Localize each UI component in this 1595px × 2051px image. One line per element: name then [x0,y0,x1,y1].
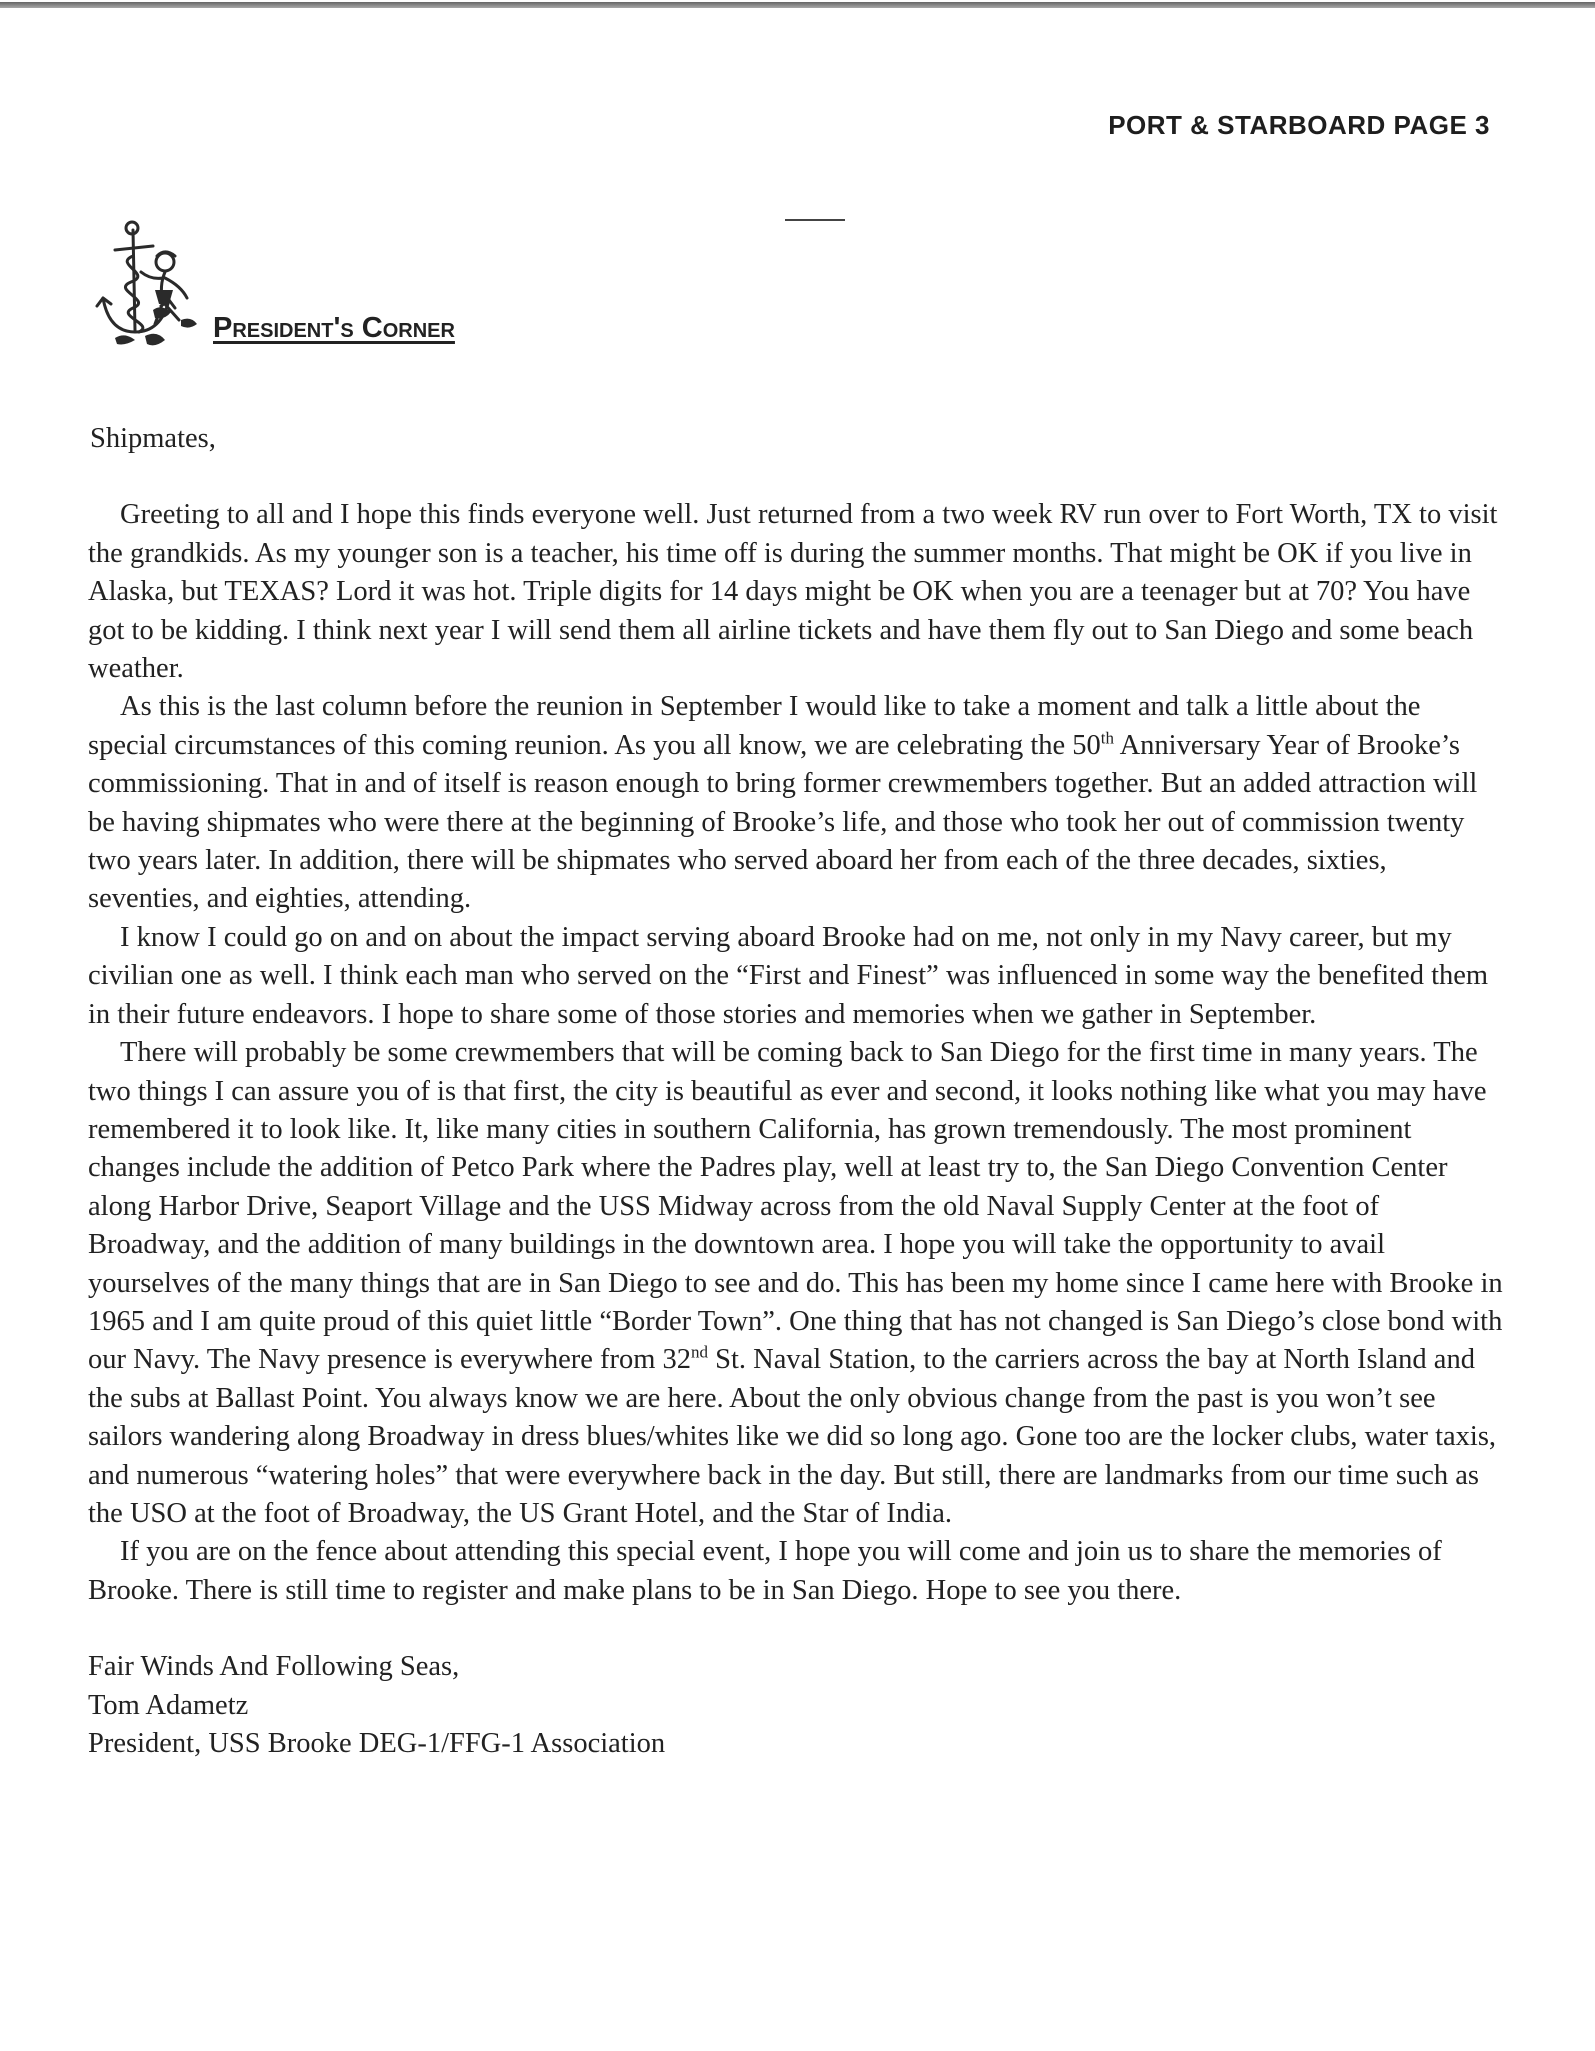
letter-body [88,420,1503,1763]
section-title: President's Corner [213,312,455,344]
valediction: Fair Winds And Following Seas, [88,1651,460,1683]
ordinal-suffix: th [1100,728,1115,748]
paragraph-text: St. Naval Station, to the carriers across the bay at North Island and the subs at Ballast Point. You always know we are here. About the only obvious change from the past is you won’t see sailors wandering along Broadway in dress blues/whites like we did so long ago. Gone too are the locker clubs, water taxis, and numerous “watering holes” that were everywhere back in the day. But still, there are landmarks from our time such as the USO at the foot of Broadway, the US Grant Hotel, and the Star of India. [88,1344,1497,1529]
paragraph-text: Anniversary Year of Brooke’s commissioning. That in and of itself is reason enough to bring former crewmembers together. But an added attraction will be having shipmates who were there at the beginning of Brooke’s life, and those who took her out of commission twenty two years later. In addition, there will be shipmates who served aboard her from each of the three decades, sixties, seventies, and eighties, attending. [88,729,1478,915]
paragraph-text: As this is the last column before the reunion in September I would like to take a moment and talk a little about the special circumstances of this coming reunion. As you all know, we are celebrating the 50 [88,691,1421,761]
paragraph: I know I could go on and on about the impact serving aboard Brooke had on me, not only in my Navy career, but my civilian one as well. I think each man who served on the “First and Finest” was influenced in some way the benefited them in their future endeavors. I hope to share some of those stories and memories when we gather in September. [88,921,1489,1030]
signature-name: Tom Adametz [88,1689,249,1721]
salutation: Shipmates, [90,423,216,454]
paragraph: If you are on the fence about attending this special event, I hope you will come and join us to share the memories of Brooke. There is still time to register and make plans to be in San Diego. Hope to see you there. [88,1536,1442,1606]
signature-title: President, USS Brooke DEG-1/FFG-1 Association [88,1728,666,1759]
paragraph [88,688,1503,918]
paragraph-text: There will probably be some crewmembers that will be coming back to San Diego for the first time in many years. The two things I can assure you of is that first, the city is beautiful as ever and second, it looks nothing like what you may have remembered it to look like. It, like many cities in southern California, has grown tremendously. The most prominent changes include the addition of Petco Park where the Padres play, well at least try to, the San Diego Convention Center along Harbor Drive, Seaport Village and the USS Midway across from the old Naval Supply Center at the foot of Broadway, and the addition of many buildings in the downtown area. I hope you will take the opportunity to avail yourselves of the many things that are in San Diego to see and do. This has been my home since I came here with Brooke in 1965 and I am quite proud of this quiet little “Border Town”. One thing that has not changed is San Diego’s close bond with our Navy. The Navy presence is everywhere from 32 [88,1037,1503,1376]
paragraph [88,1034,1503,1533]
paragraph: Greeting to all and I hope this finds everyone well. Just returned from a two week RV run over to Fort Worth, TX to visit the grandkids. As my younger son is a teacher, his time off is during the summer months. That might be OK if you live in Alaska, but TEXAS? Lord it was hot. Triple digits for 14 days might be OK when you are a teenager but at 70? You have got to be kidding. I think next year I will send them all airline tickets and have them fly out to San Diego and some beach weather. [88,499,1498,685]
letter-closing [88,1648,1503,1763]
top-border-rule [0,2,1595,8]
ordinal-suffix: nd [691,1342,709,1362]
anchor-sailor-logo-icon [95,220,225,355]
divider-dash [785,219,845,221]
page-header: PORT & STARBOARD PAGE 3 [1108,110,1490,140]
